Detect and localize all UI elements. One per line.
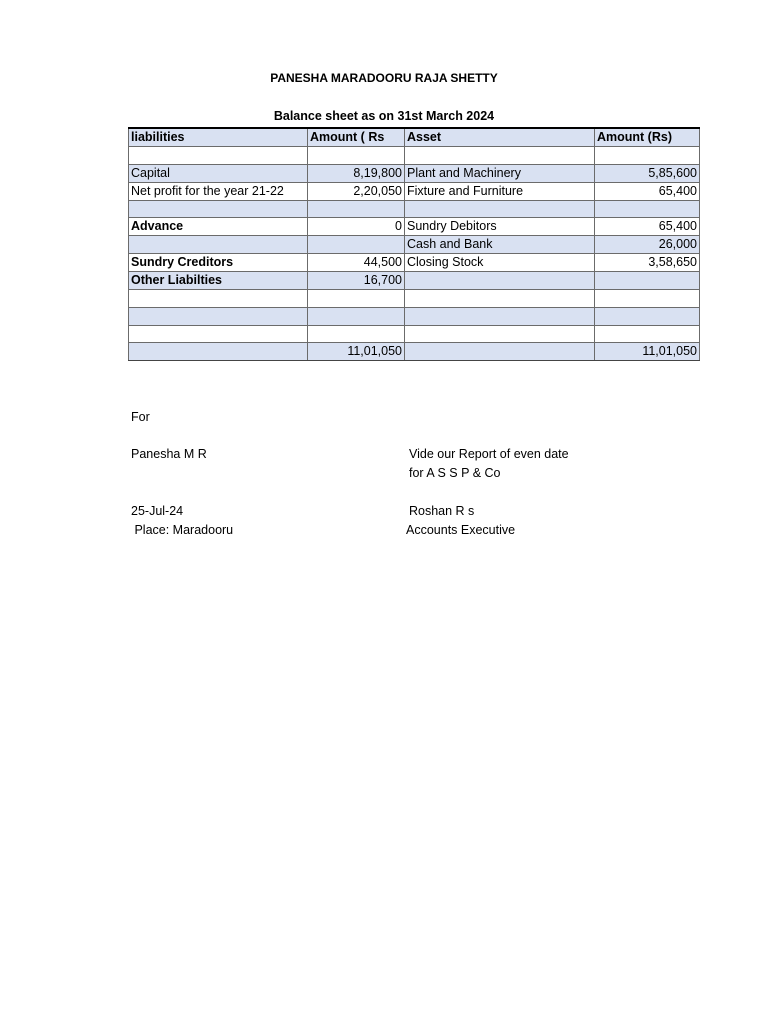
liability-cell <box>129 236 308 254</box>
asset-cell <box>405 290 595 308</box>
asset-cell: Fixture and Furniture <box>405 182 595 200</box>
liability-cell: Capital <box>129 164 308 182</box>
company-name: PANESHA MARADOORU RAJA SHETTY <box>270 71 498 85</box>
liability-cell: Other Liabilties <box>129 272 308 290</box>
table-row <box>129 325 700 343</box>
auditor-title: Accounts Executive <box>406 523 516 537</box>
asset-cell: Cash and Bank <box>405 236 595 254</box>
table-row <box>129 308 700 326</box>
liability-amount-cell: 0 <box>308 218 405 236</box>
liability-amount-cell <box>308 200 405 218</box>
asset-cell: Plant and Machinery <box>405 164 595 182</box>
asset-cell <box>405 343 595 361</box>
asset-amount-cell <box>595 290 700 308</box>
asset-amount-cell <box>595 147 700 165</box>
liability-cell <box>129 343 308 361</box>
place-text: Place: Maradooru <box>131 523 234 537</box>
table-row <box>129 200 700 218</box>
table-row <box>129 290 700 308</box>
liability-cell: Advance <box>129 218 308 236</box>
liability-cell <box>129 325 308 343</box>
asset-cell <box>405 200 595 218</box>
header-asset-amount: Amount (Rs) <box>595 128 700 147</box>
asset-cell <box>405 272 595 290</box>
liability-amount-cell: 2,20,050 <box>308 182 405 200</box>
asset-cell <box>405 325 595 343</box>
liability-amount-cell: 8,19,800 <box>308 164 405 182</box>
asset-amount-cell <box>595 325 700 343</box>
asset-cell <box>405 147 595 165</box>
table-header-row <box>129 128 700 147</box>
table-row <box>129 164 700 182</box>
liability-amount-cell <box>308 236 405 254</box>
asset-amount-cell: 65,400 <box>595 182 700 200</box>
asset-amount-cell: 5,85,600 <box>595 164 700 182</box>
table-row <box>129 272 700 290</box>
header-asset: Asset <box>405 128 595 147</box>
asset-cell <box>405 308 595 326</box>
asset-cell: Sundry Debitors <box>405 218 595 236</box>
asset-amount-cell <box>595 200 700 218</box>
liability-amount-cell <box>308 325 405 343</box>
liability-amount-cell <box>308 290 405 308</box>
header-liabilities: liabilities <box>129 128 308 147</box>
assets-total: 11,01,050 <box>595 343 700 361</box>
liability-amount-cell <box>308 308 405 326</box>
liability-amount-cell: 16,700 <box>308 272 405 290</box>
vide-report-text: Vide our Report of even date <box>409 447 569 461</box>
table-row <box>129 218 700 236</box>
liabilities-total: 11,01,050 <box>308 343 405 361</box>
for-label: For <box>131 410 150 424</box>
totals-row <box>129 343 700 361</box>
liability-cell <box>129 147 308 165</box>
asset-amount-cell <box>595 308 700 326</box>
liability-cell: Net profit for the year 21-22 <box>129 182 308 200</box>
table-row <box>129 254 700 272</box>
asset-amount-cell: 3,58,650 <box>595 254 700 272</box>
sign-date: 25-Jul-24 <box>131 504 184 518</box>
asset-amount-cell <box>595 272 700 290</box>
asset-amount-cell: 26,000 <box>595 236 700 254</box>
table-row <box>129 236 700 254</box>
liability-cell <box>129 290 308 308</box>
liability-cell: Sundry Creditors <box>129 254 308 272</box>
auditor-name: Roshan R s <box>409 504 475 518</box>
balance-sheet-table <box>128 127 700 361</box>
header-liabilities-amount: Amount ( Rs <box>308 128 405 147</box>
asset-cell: Closing Stock <box>405 254 595 272</box>
firm-name: for A S S P & Co <box>409 466 501 480</box>
asset-amount-cell: 65,400 <box>595 218 700 236</box>
table-row <box>129 182 700 200</box>
balance-sheet-title: Balance sheet as on 31st March 2024 <box>273 109 495 123</box>
liability-amount-cell: 44,500 <box>308 254 405 272</box>
liability-cell <box>129 308 308 326</box>
liability-cell <box>129 200 308 218</box>
signatory-name: Panesha M R <box>131 447 207 461</box>
liability-amount-cell <box>308 147 405 165</box>
table-row <box>129 147 700 165</box>
